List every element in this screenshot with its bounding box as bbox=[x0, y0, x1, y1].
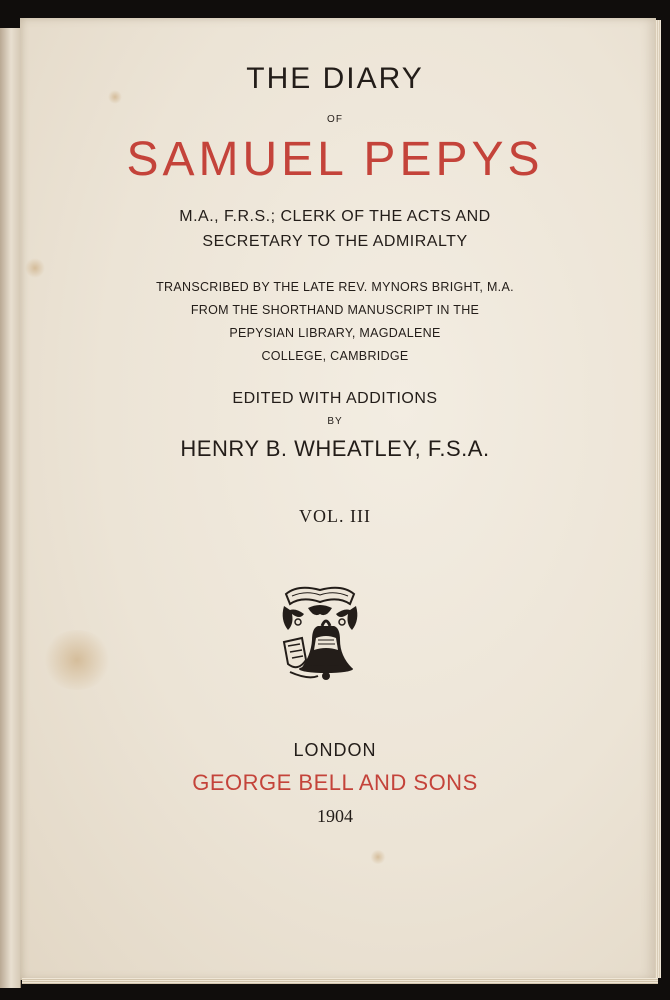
edited-line: EDITED WITH ADDITIONS bbox=[232, 390, 438, 407]
credentials-line-1: M.A., F.R.S.; CLERK OF THE ACTS AND bbox=[179, 208, 491, 225]
foxing-spot bbox=[42, 630, 112, 690]
transcription-line-2: FROM THE SHORTHAND MANUSCRIPT IN THE bbox=[190, 303, 480, 317]
foxing-spot bbox=[25, 258, 45, 278]
printers-device-bell-icon bbox=[278, 580, 362, 684]
page-edges-right bbox=[655, 20, 661, 978]
by-line: BY bbox=[327, 416, 343, 427]
volume-number: VOL. III bbox=[299, 506, 371, 526]
book-spine bbox=[0, 28, 21, 988]
editor-name: HENRY B. WHEATLEY, F.S.A. bbox=[180, 436, 490, 461]
title-page bbox=[20, 18, 656, 980]
publisher-name: GEORGE BELL AND SONS bbox=[192, 770, 478, 795]
transcription-line-1: TRANSCRIBED BY THE LATE REV. MYNORS BRIGHT, M.A. bbox=[156, 280, 514, 294]
publication-year: 1904 bbox=[317, 806, 353, 826]
transcription-line-3: PEPYSIAN LIBRARY, MAGDALENE bbox=[229, 326, 441, 340]
transcription-line-4: COLLEGE, CAMBRIDGE bbox=[261, 349, 409, 363]
page-edges-bottom bbox=[22, 978, 658, 984]
credentials-line-2: SECRETARY TO THE ADMIRALTY bbox=[202, 233, 468, 250]
author-name: SAMUEL PEPYS bbox=[126, 133, 544, 186]
of-line: OF bbox=[327, 114, 343, 125]
publication-city: LONDON bbox=[293, 740, 377, 760]
title-line: THE DIARY bbox=[246, 62, 424, 95]
foxing-spot bbox=[370, 850, 386, 864]
